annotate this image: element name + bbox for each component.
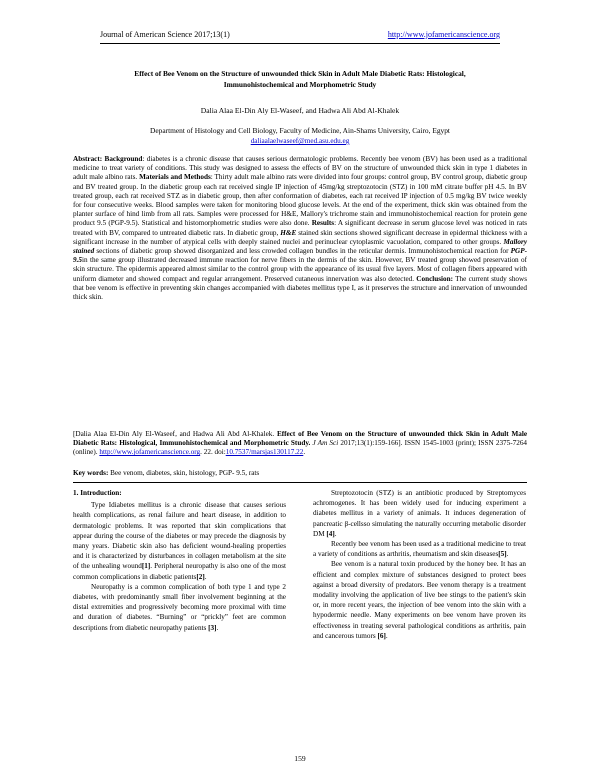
- left-column: [73, 488, 286, 633]
- intro-paragraph-4: [313, 539, 526, 559]
- journal-name: Journal of American Science 2017;13(1): [100, 30, 230, 39]
- keywords-label: Key words:: [73, 469, 109, 477]
- intro-p5-text-a: Bee venom is a natural toxin produced by the honey bee. It has an efficient and complex mixture of substances designed to protect bees against a broad diversity of predators. Bee venom therapy is a treatment modality involving the application of live bee stings to the patient's skin or, in more recent years, the injection of bee venom into the skin with a hypodermic needle. Many experiments on bee venom have proven its effectiveness in treating several pathological conditions as arthritis, pain and cancerous tumors: [313, 560, 526, 640]
- results-text-d: in the same group illustrated decreased immune reaction for nerve fibers in the dermis of the skin. However, BV treated group showed preservation of skin structure. The epidermis appeared almost similar to the control group with the appearance of its usual five layers. Most of collagen fibers appeared with uniform diameter and showed compact and regular arrangement. Preserved cutaneous innervation was also detected.: [73, 256, 527, 283]
- intro-p1-text-a: Type Idiabetes mellitus is a chronic disease that causes serious health complications, as renal failure and heart disease, in addition to dermatologic problems. It was reported that skin complications that appear during the course of the diabetes or may precede the diagnosis by many years. Diabetic skin also has deficient wound-healing properties and it is characterized by disturbances in collagen metabolism at the site of the unhealing wound: [73, 501, 286, 571]
- citation-journal: J Am Sci: [312, 439, 339, 448]
- background-label: Background: [104, 155, 143, 163]
- intro-p1-text-b: . Peripheral neuropathy is also one of the most common complications in diabetic patients: [73, 562, 286, 581]
- citation-end: .: [303, 448, 306, 457]
- doi-link[interactable]: 10.7537/marsjas130117.22: [225, 448, 304, 457]
- title-line-2: Immunohistochemical and Morphometric Study: [223, 80, 377, 89]
- results-text-c: sections of diabetic group showed disorganized and less crowded collagen bundles in the reticular dermis. Immunohistochemical reaction for: [96, 247, 509, 256]
- results-text-a: : A significant decrease in serum glucose level was noticed in rats treated with BV, compared to untreated diabetic rats. In diabetic group,: [73, 219, 527, 237]
- results-mallory: Mallory stained: [73, 237, 528, 256]
- intro-paragraph-3: [313, 488, 526, 539]
- keywords: [73, 469, 527, 478]
- intro-paragraph-1: [73, 500, 286, 582]
- citation-mid: . 22. doi:: [200, 448, 226, 457]
- affiliation: Department of Histology and Cell Biology, Faculty of Medicine, Ain-Shams University, Cairo, Egypt: [150, 126, 450, 135]
- intro-p4-text-b: .: [506, 550, 509, 559]
- results-pgp: PGP-9.5: [73, 247, 528, 265]
- intro-p4-text-a: Recently bee venom has been used as a traditional medicine to treat a variety of conditions as arthritis, rheumatism and skin diseases: [313, 540, 526, 559]
- citation-authors: [Dalia Alaa El-Din Aly El-Waseef, and Hadwa Ali Abd Al-Khalek.: [73, 430, 275, 438]
- results-label: Results: [311, 219, 335, 228]
- ref-5: [5]: [498, 550, 507, 559]
- abstract-label: Abstract:: [73, 155, 103, 163]
- author-email: [70, 137, 530, 145]
- intro-p1-text-c: .: [204, 572, 207, 581]
- running-header: [100, 30, 500, 39]
- ref-3: [3]: [208, 623, 217, 632]
- intro-paragraph-5: [313, 559, 526, 641]
- methods-label: Materials and Methods: [139, 173, 211, 182]
- keywords-divider: [73, 482, 527, 483]
- intro-p3-text-b: .: [334, 529, 337, 538]
- intro-p5-text-b: .: [385, 631, 388, 640]
- citation-block: [73, 430, 527, 458]
- intro-paragraph-2: [73, 582, 286, 633]
- abstract: [73, 155, 527, 302]
- intro-p3-text-a: Streptozotocin (STZ) is an antibiotic produced by Streptomyces achromogenes. It has been widely used for inducing experiment a diabetes mellitus in a variety of animals. It induces degeneration of pancreatic β-cellsso simulating the naturally occurring metabolic disorder DM: [313, 489, 526, 538]
- right-column: [313, 488, 526, 641]
- results-text-b: stained skin sections showed significant decrease in epidermal thickness with a significant increase in the number of atypical cells with deeply stained nuclei and perinuclear cytoplasmic vacuolation, compared to other groups.: [73, 228, 528, 246]
- email-link[interactable]: daliaalaelwaseef@med.asu.edu.eg: [250, 137, 350, 145]
- intro-p2-text-b: .: [216, 623, 219, 632]
- background-text: : diabetes is a chronic disease that causes serious dermatologic problems. Recently bee venom (BV) has been used as a traditional medicine to treat variety of conditions. This study was designed to assess the effects of BV on the structure of unwounded thick skin in type 1 diabetes in adult male albino rats.: [73, 155, 528, 182]
- ref-6: [6]: [377, 631, 386, 640]
- title-line-1: Effect of Bee Venom on the Structure of unwounded thick Skin in Adult Male Diabetic Rats: Histological,: [134, 69, 466, 78]
- article-title: [70, 68, 530, 90]
- header-divider: [100, 43, 500, 44]
- citation-title: Effect of Bee Venom on the Structure of unwounded thick Skin in Adult Male Diabetic Rats: Histological, Immunohistochemical and Morphometric Study.: [73, 430, 528, 448]
- citation-url-link[interactable]: http://www.jofamericanscience.org: [99, 448, 201, 457]
- ref-1: [1]: [141, 562, 151, 571]
- section-heading-introduction: 1. Introduction:: [73, 489, 122, 497]
- keywords-text: Bee venom, diabetes, skin, histology, PGP- 9.5, rats: [110, 469, 260, 477]
- conclusion-text: The current study shows that bee venom is effective in preventing skin changes accompanied with diabetes mellitus type I, as it preserves the structure and innervation of unwounded thick skin.: [73, 274, 528, 302]
- author-list: Dalia Alaa El-Din Aly El-Waseef, and Hadwa Ali Abd Al-Khalek: [200, 106, 400, 115]
- results-he: H&E: [280, 228, 297, 237]
- journal-url-link[interactable]: http://www.jofamericanscience.org: [387, 30, 500, 39]
- page-number: 159: [294, 754, 306, 763]
- intro-p2-text-a: Neuropathy is a common complication of both type 1 and type 2 diabetes, with predominantly small fiber involvement beginning at the distal extremities and progressively becoming more proximal with time and duration of diabetes. “Burning” or “prickly” feet are common descriptions from diabetic neuropathy patients: [73, 582, 286, 632]
- methods-text: : Thirty adult male albino rats were divided into four groups: control group, BV control group, diabetic group and BV treated group. In the diabetic group each rat received single IP injection of 45mg/kg streptozotocin (STZ) in 100 mM citrate buffer pH 4.5. In BV treated group, each rat received STZ as in diabetic group, then after conformation of diabetes, each rat received IP injection of 0.5 mg/kg BV twice weekly for four consecutive weeks. Blood samples were taken for monitoring blood glucose levels. At the end of the experiment, thick skin was obtained from the planter surface of hind limb from all rats. Samples were processed for H&E, Mallory's trichrome stain and immunohistochemical reaction for protein gene product 9.5 (PGP-9.5). Statistical and histomorphometric studies were also done.: [73, 173, 527, 228]
- ref-4: [4]: [326, 529, 335, 538]
- ref-2: [2]: [196, 572, 205, 581]
- citation-details: 2017;13(1):159-166]. ISSN 1545-1003 (print); ISSN 2375-7264 (online).: [73, 439, 528, 457]
- conclusion-label: Conclusion:: [416, 274, 454, 283]
